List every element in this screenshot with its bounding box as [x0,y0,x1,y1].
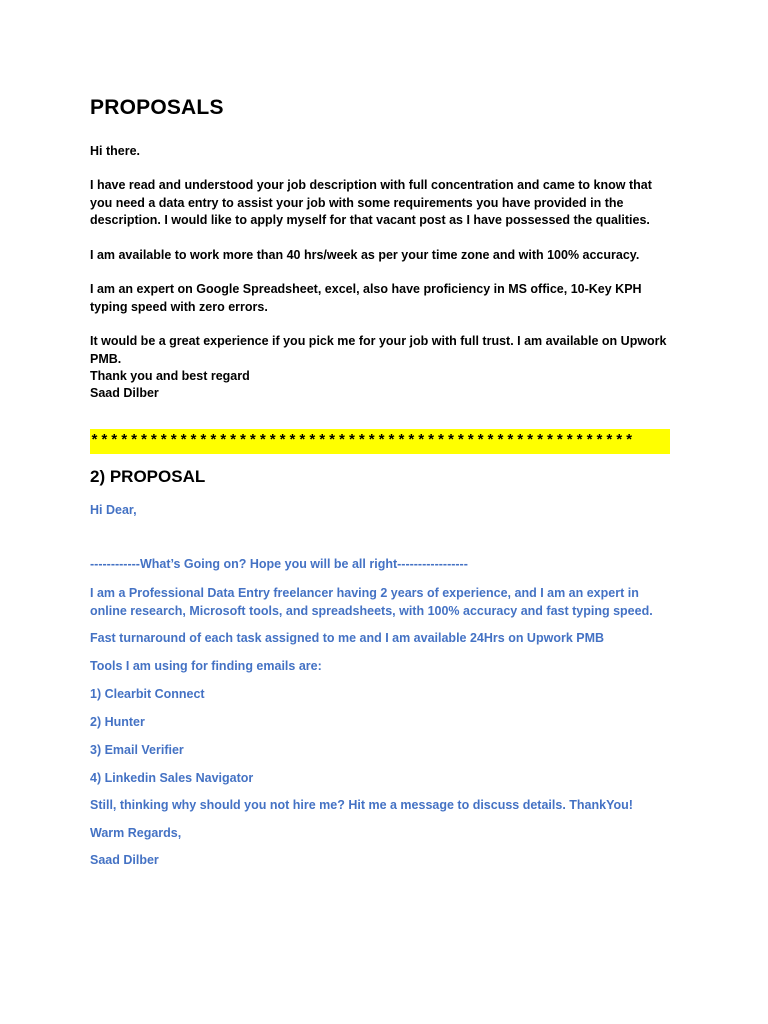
signature-2: Saad Dilber [90,853,159,867]
page-title: PROPOSALS [90,96,224,119]
tools-intro: Tools I am using for finding emails are: [90,659,322,673]
closing-line-2: Warm Regards, [90,826,182,840]
greeting-text: Hi there. [90,144,141,158]
list-item: 2) Hunter [90,715,145,729]
skills-paragraph: I am an expert on Google Spreadsheet, excel, also have proficiency in MS office, 10-Key KPH typing speed with zero errors. [90,282,642,314]
turnaround-paragraph: Fast turnaround of each task assigned to me and I am available 24Hrs on Upwork PMB [90,631,605,645]
list-item: 3) Email Verifier [90,743,184,757]
greeting-text-2: Hi Dear, [90,503,137,517]
tagline-text: ------------What’s Going on? Hope you will be all right----------------- [90,557,468,571]
highlighted-separator: ******************************************************* [90,429,670,454]
experience-paragraph: I am a Professional Data Entry freelancer having 2 years of experience, and I am an expert in online research, Microsoft tools, and spreadsheets, with 100% accuracy and fast typing speed. [90,586,653,618]
signature: Saad Dilber [90,386,159,400]
pitch-paragraph: Still, thinking why should you not hire me? Hit me a message to discuss details. ThankYou! [90,798,633,812]
intro-paragraph: I have read and understood your job description with full concentration and came to know that you need a data entry to assist your job with some requirements you have provided in the description. I would like to apply myself for that vacant post as I have possessed the qualities. [90,178,652,227]
section-heading: 2) PROPOSAL [90,467,206,486]
availability-paragraph: I am available to work more than 40 hrs/week as per your time zone and with 100% accuracy. [90,248,640,262]
list-item: 1) Clearbit Connect [90,687,205,701]
closing-paragraph: It would be a great experience if you pick me for your job with full trust. I am available on Upwork PMB. [90,334,667,366]
list-item: 4) Linkedin Sales Navigator [90,771,254,785]
thanks-line: Thank you and best regard [90,369,250,383]
